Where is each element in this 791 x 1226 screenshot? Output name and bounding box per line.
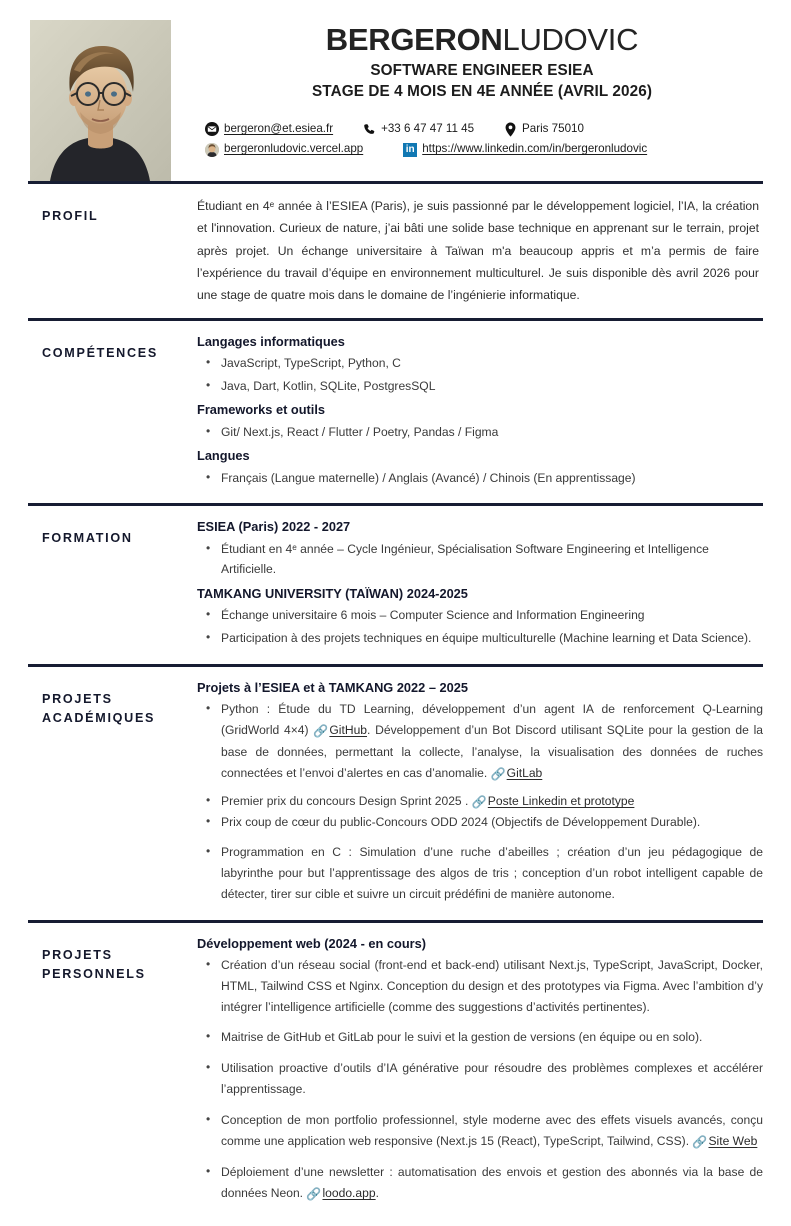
contact-row-1 bbox=[205, 122, 763, 137]
list-item bbox=[219, 792, 763, 813]
link-icon: 🔗 bbox=[306, 1187, 322, 1202]
section-profil bbox=[0, 184, 791, 318]
skills-group-title: Frameworks et outils bbox=[197, 402, 326, 418]
gitlab-link[interactable]: GitLab bbox=[506, 765, 543, 780]
portrait-photo bbox=[30, 20, 171, 181]
section-body-profil bbox=[191, 195, 763, 307]
text-part: . Développement d’un Bot Discord utilisant SQLite pour la gestion de la base de données, permettant la collecte, l’analyse, la visualisation des données de ruches connectées et l’envoi d’alertes en cas d’anomalie. bbox=[221, 722, 764, 780]
site-web-link[interactable]: Site Web bbox=[708, 1133, 758, 1148]
education-entry-title: ESIEA (Paris) 2022 - 2027 bbox=[197, 519, 351, 535]
section-body-projets-academiques bbox=[191, 678, 763, 909]
github-link[interactable]: GitHub bbox=[329, 722, 368, 737]
envelope-icon bbox=[205, 122, 219, 136]
linkedin-icon: in bbox=[403, 143, 417, 157]
list-item: • Étudiant en 4ᵉ année – Cycle Ingénieur, Spécialisation Software Engineering et Intelligence Artificielle. bbox=[219, 539, 763, 581]
skills-list bbox=[197, 353, 763, 397]
skills-group-title: Langages informatiques bbox=[197, 333, 345, 349]
contact-block bbox=[201, 122, 763, 157]
text-part: Python : Étude du TD Learning, développement d’un agent IA de renforcement Q-Learning (GridWorld 4×4) bbox=[221, 702, 763, 737]
section-projets-personnels bbox=[0, 923, 791, 1226]
page-title bbox=[201, 23, 763, 56]
list-item: • Création d’un réseau social (front-end et back-end) utilisant Next.js, TypeScript, JavaScript, Docker, HTML, Tailwind CSS et Nginx. Conception du design et des prototypes via Figma. Avec l’ambition d’y intégrer l’intelligence artificielle (comme des suggestions d’activités pertinentes). bbox=[219, 955, 763, 1017]
list-item: • Français (Langue maternelle) / Anglais (Avancé) / Chinois (En apprentissage) bbox=[219, 468, 763, 489]
education-list bbox=[197, 605, 763, 649]
text-part: Déploiement d’une newsletter : automatisation des envois et gestion des abonnés via la base de données Neon. bbox=[221, 1165, 763, 1201]
email-text: bergeron@et.esiea.fr bbox=[224, 121, 334, 135]
contact-website[interactable] bbox=[205, 143, 363, 157]
contact-linkedin[interactable] bbox=[403, 143, 647, 157]
location-text: Paris 75010 bbox=[522, 121, 584, 135]
linkedin-text: https://www.linkedin.com/in/bergeronludovic bbox=[422, 142, 648, 156]
link-icon: 🔗 bbox=[692, 1134, 708, 1149]
label-line-1: PROJETS bbox=[42, 691, 113, 706]
text-part: Conception de mon portfolio professionnel, style moderne avec des effets visuels avancés, conçu comme une application web responsive (Next.js 15 (React), TypeScript, Tailwind, CSS). bbox=[221, 1112, 763, 1148]
linkedin-post-link[interactable]: Poste Linkedin et prototype bbox=[487, 794, 635, 809]
profil-paragraph: Étudiant en 4ᵉ année à l’ESIEA (Paris), je suis passionné par le développement logiciel, l’IA, la création et l'innovation. Curieux de nature, j’ai bâti une solide base technique en apprenant sur le terrain, projet après projet. Un échange universitaire à Taïwan m'a beaucoup appris et m’a permis de faire l’expérience du travail d’équipe en environnement multiculturel. Je suis disponible dès avril 2026 pour une stage de quatre mois dans le domaine de l’ingénierie informatique. bbox=[197, 199, 759, 303]
section-label-projets-academiques bbox=[28, 678, 191, 909]
list-item: • JavaScript, TypeScript, Python, C bbox=[219, 353, 763, 374]
section-projets-academiques bbox=[0, 667, 791, 920]
link-icon: 🔗 bbox=[313, 723, 329, 738]
skills-list bbox=[197, 422, 763, 443]
label-line-1: PROJETS bbox=[42, 947, 113, 962]
cv-header bbox=[0, 0, 791, 181]
list-item: • Programmation en C : Simulation d’une ruche d’abeilles ; création d’un jeu pédagogique de labyrinthe pour but l’apprentissage des algos de tris ; conception d’un robot intelligent capable de détecter, tirer sur cible et suivre un circuit prédéfini de manière autonome. bbox=[219, 842, 763, 904]
list-item: • Échange universitaire 6 mois – Computer Science and Information Engineering bbox=[219, 605, 763, 626]
list-item bbox=[219, 1162, 763, 1205]
header-text-block bbox=[171, 20, 763, 163]
section-body-formation bbox=[191, 517, 763, 653]
section-body-competences bbox=[191, 332, 763, 493]
avatar-icon bbox=[205, 143, 219, 157]
personal-projects-list bbox=[197, 955, 763, 1205]
label-line-2: ACADÉMIQUES bbox=[42, 711, 156, 726]
section-body-projets-personnels bbox=[191, 934, 763, 1215]
link-icon: 🔗 bbox=[490, 766, 506, 781]
first-name: LUDOVIC bbox=[502, 22, 639, 57]
contact-location bbox=[504, 122, 584, 137]
list-item: • Prix coup de cœur du public-Concours ODD 2024 (Objectifs de Développement Durable). bbox=[219, 813, 763, 833]
link-icon: 🔗 bbox=[471, 795, 487, 810]
contact-email[interactable] bbox=[205, 122, 333, 136]
loodo-app-link[interactable]: loodo.app bbox=[322, 1186, 376, 1201]
subtitle-line-2: STAGE DE 4 MOIS EN 4E ANNÉE (AVRIL 2026) bbox=[311, 82, 653, 100]
education-entry-title: TAMKANG UNIVERSITY (TAÏWAN) 2024-2025 bbox=[197, 586, 468, 602]
academic-awards-list bbox=[197, 792, 763, 832]
phone-text: +33 6 47 47 11 45 bbox=[381, 121, 475, 135]
list-item: • Utilisation proactive d’outils d’IA générative pour résoudre des problèmes complexes et accélérer l’apprentissage. bbox=[219, 1058, 763, 1100]
academic-c-projects-list bbox=[197, 842, 763, 904]
last-name: BERGERON bbox=[325, 22, 503, 57]
label-line-2: PERSONNELS bbox=[42, 967, 146, 982]
map-pin-icon bbox=[504, 122, 517, 137]
section-competences bbox=[0, 321, 791, 504]
phone-icon bbox=[363, 123, 376, 136]
list-item bbox=[219, 1110, 763, 1153]
text-part: Premier prix du concours Design Sprint 2025 . bbox=[221, 794, 472, 809]
website-text: bergeronludovic.vercel.app bbox=[224, 142, 364, 156]
subtitle bbox=[201, 61, 763, 101]
list-item: • Git/ Next.js, React / Flutter / Poetry, Pandas / Figma bbox=[219, 422, 763, 443]
skills-list bbox=[197, 468, 763, 489]
text-part: . bbox=[375, 1186, 379, 1201]
section-label-projets-personnels bbox=[28, 934, 191, 1215]
list-item bbox=[219, 699, 763, 784]
section-label-formation: FORMATION bbox=[42, 531, 133, 546]
personal-projects-title: Développement web (2024 - en cours) bbox=[197, 935, 426, 951]
section-formation bbox=[0, 506, 791, 664]
section-label-competences: COMPÉTENCES bbox=[42, 345, 158, 360]
skills-group-title: Langues bbox=[197, 448, 250, 464]
academic-projects-list bbox=[197, 699, 763, 784]
subtitle-line-1: SOFTWARE ENGINEER ESIEA bbox=[370, 62, 594, 80]
section-label-profil: PROFIL bbox=[42, 209, 99, 223]
list-item: • Java, Dart, Kotlin, SQLite, PostgresSQL bbox=[219, 376, 763, 397]
list-item: • Participation à des projets techniques en équipe multiculturelle (Machine learning et Data Science). bbox=[219, 628, 763, 649]
contact-phone[interactable] bbox=[363, 123, 474, 136]
academic-projects-title: Projets à l’ESIEA et à TAMKANG 2022 – 2025 bbox=[197, 679, 468, 695]
contact-row-2 bbox=[205, 143, 763, 157]
education-list bbox=[197, 539, 763, 581]
list-item: • Maitrise de GitHub et GitLab pour le suivi et la gestion de versions (en équipe ou en solo). bbox=[219, 1027, 763, 1048]
